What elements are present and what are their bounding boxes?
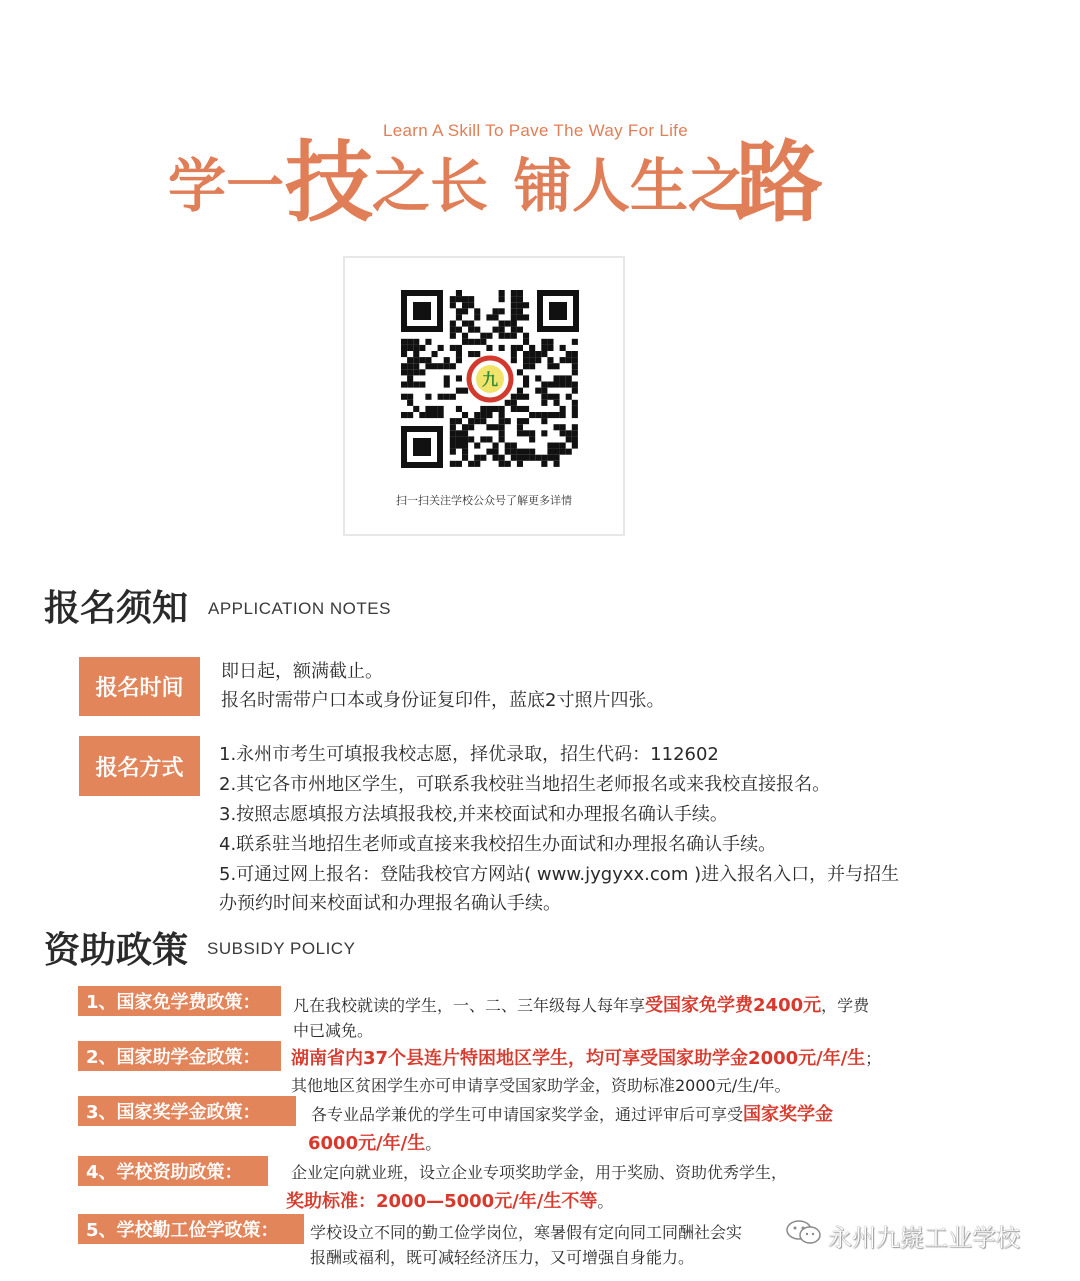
subsidy-section-subtitle: SUBSIDY POLICY xyxy=(207,939,356,958)
policy-4-highlight: 奖助标准：2000—5000元/年/生不等 xyxy=(286,1191,598,1212)
policy-5-line-1: 学校设立不同的勤工俭学岗位，寒暑假有定向同工同酬社会实 xyxy=(310,1223,743,1242)
qr-caption: 扫一扫关注学校公众号了解更多详情 xyxy=(396,494,572,507)
policy-1-tag: 1、国家免学费政策： xyxy=(78,986,281,1016)
policy-2-tag: 2、国家助学金政策： xyxy=(78,1041,281,1071)
policy-3-text-a: 各专业品学兼优的学生可申请国家奖学金，通过评审后可享受 xyxy=(311,1105,744,1124)
application-method-line-1: 1.永州市考生可填报我校志愿，择优录取，招生代码：112602 xyxy=(219,744,719,765)
application-method-line-6: 办预约时间来校面试和办理报名确认手续。 xyxy=(219,893,561,914)
tag-application-time: 报名时间 xyxy=(79,657,200,716)
policy-4-line-2 xyxy=(286,1187,613,1213)
application-method-line-3: 3.按照志愿填报方法填报我校,并来校面试和办理报名确认手续。 xyxy=(219,804,728,825)
headline-slogan xyxy=(0,105,1080,234)
policy-2-line-1 xyxy=(291,1044,881,1070)
policy-5-tag: 5、学校勤工俭学政策： xyxy=(78,1214,304,1244)
policy-5-line-2: 报酬或福利，既可减轻经济压力，又可增强自身能力。 xyxy=(310,1248,695,1267)
policy-2-highlight: 湖南省内37个县连片特困地区学生，均可享受国家助学金2000元/年/生 xyxy=(291,1048,866,1069)
application-time-line-2: 报名时需带户口本或身份证复印件，蓝底2寸照片四张。 xyxy=(221,690,665,711)
application-section-subtitle: APPLICATION NOTES xyxy=(208,599,391,618)
policy-3-highlight-2: 6000元/年/生 xyxy=(308,1133,426,1154)
policy-1-line-2: 中已减免。 xyxy=(293,1021,374,1040)
application-time-line-1: 即日起，额满截止。 xyxy=(221,661,383,682)
policy-4-text-b: 。 xyxy=(597,1192,614,1211)
policy-1-line-1 xyxy=(293,991,869,1017)
policy-3-line-1 xyxy=(311,1100,833,1126)
policy-2-line-2: 其他地区贫困学生亦可申请享受国家助学金，资助标准2000元/生/年。 xyxy=(291,1076,791,1095)
qr-card xyxy=(343,256,625,536)
tag-application-method: 报名方式 xyxy=(79,736,200,796)
policy-3-highlight-1: 国家奖学金 xyxy=(743,1104,834,1125)
application-method-line-4: 4.联系驻当地招生老师或直接来我校招生办面试和办理报名确认手续。 xyxy=(219,834,777,855)
policy-1-text-a: 凡在我校就读的学生，一、二、三年级每人每年享 xyxy=(293,996,646,1015)
headline-part-3: 铺人生之 xyxy=(514,152,747,220)
headline-part-1: 学一 xyxy=(168,152,285,220)
application-method-line-2: 2.其它各市州地区学生，可联系我校驻当地招生老师报名或来我校直接报名。 xyxy=(219,774,831,795)
headline-big-char-2: 路 xyxy=(735,130,824,234)
policy-2-text-b: ； xyxy=(865,1049,882,1068)
headline-english: Learn A Skill To Pave The Way For Life xyxy=(383,121,688,140)
watermark-text: 永州九嶷工业学校 xyxy=(828,1224,1020,1252)
policy-4-line-1: 企业定向就业班，设立企业专项奖助学金，用于奖励、资助优秀学生， xyxy=(291,1163,788,1182)
headline-big-char-1: 技 xyxy=(285,130,374,234)
application-section-title: 报名须知 xyxy=(44,588,189,629)
headline-part-2: 之长 xyxy=(372,152,489,220)
wechat-icon xyxy=(785,1219,823,1245)
policy-1-text-c: ，学费 xyxy=(821,996,870,1015)
policy-1-highlight: 受国家免学费2400元 xyxy=(645,995,822,1016)
policy-3-tag: 3、国家奖学金政策： xyxy=(78,1096,296,1126)
qr-code-icon[interactable] xyxy=(401,290,579,468)
subsidy-section-title: 资助政策 xyxy=(44,930,189,971)
policy-3-text-b: 。 xyxy=(425,1134,442,1153)
policy-3-line-2 xyxy=(308,1129,441,1155)
policy-4-tag: 4、学校资助政策： xyxy=(78,1156,268,1186)
application-method-line-5: 5.可通过网上报名：登陆我校官方网站( www.jygyxx.com )进入报名入口，并与招生 xyxy=(219,864,900,885)
qr-logo-text: 九 xyxy=(481,370,499,389)
